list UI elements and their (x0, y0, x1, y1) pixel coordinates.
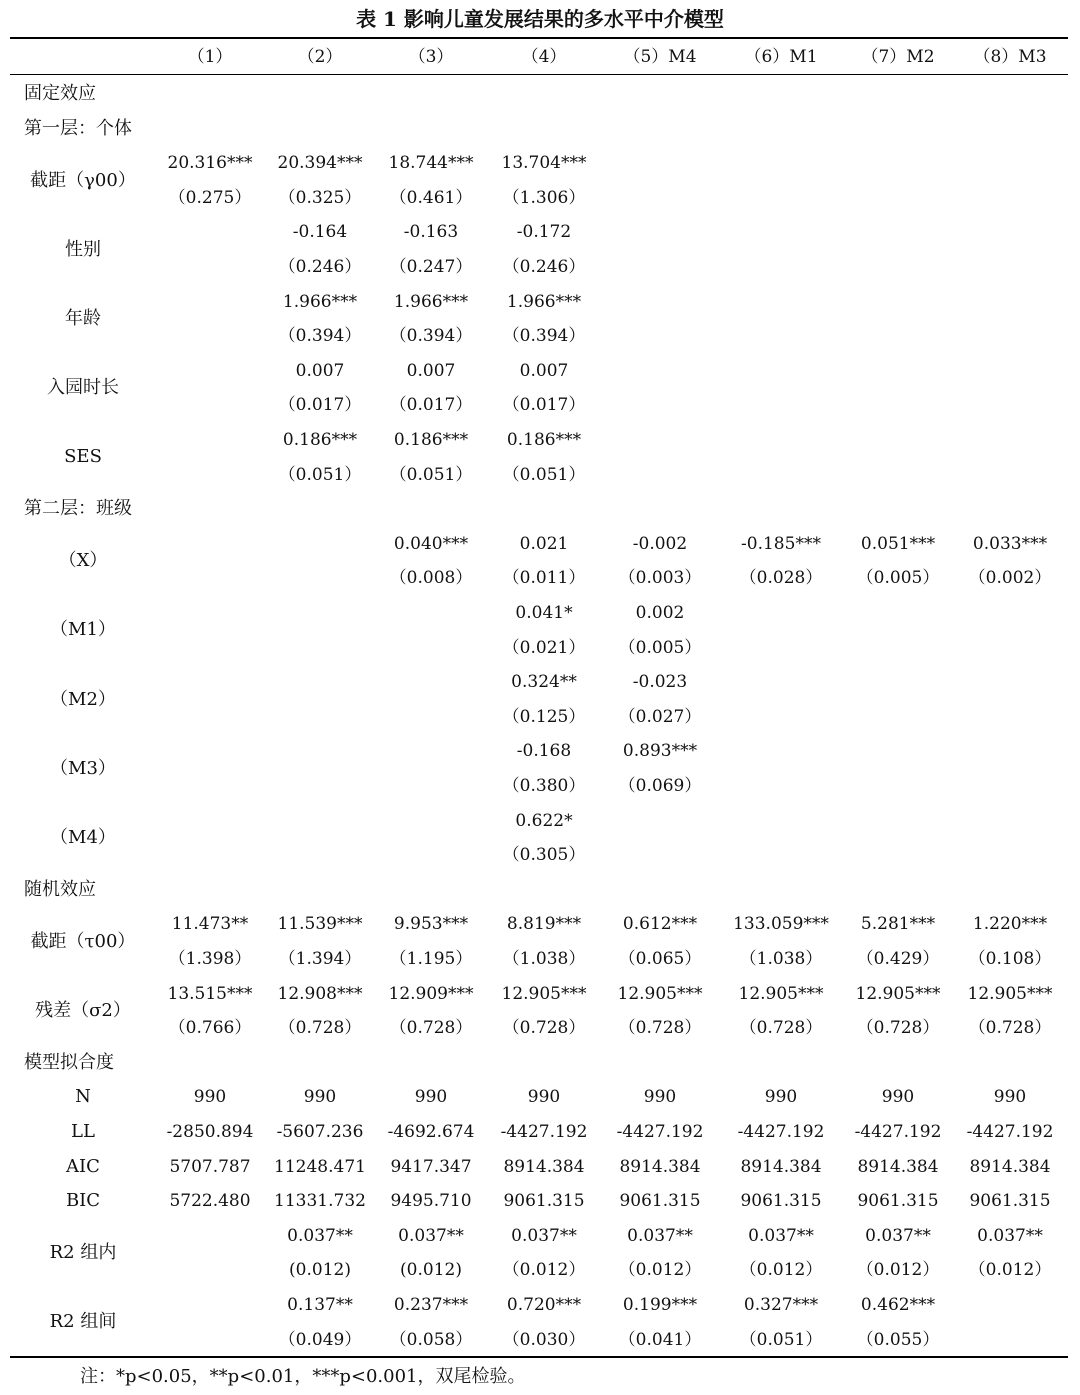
coefficient-cell: 20.394*** (277, 153, 363, 174)
std-error-cell: （0.021） (502, 637, 586, 658)
column-header: （3） (408, 47, 454, 67)
fit-value-cell: 990 (881, 1087, 915, 1108)
header-rule (10, 74, 1068, 75)
coefficient-cell: 13.704*** (501, 153, 587, 174)
std-error-cell: （0.002） (968, 568, 1052, 589)
coefficient-cell: 0.037** (287, 1225, 353, 1246)
coefficient-cell: 18.744*** (388, 153, 474, 174)
coefficient-cell: -0.023 (632, 672, 688, 693)
std-error-cell: （0.461） (389, 187, 473, 208)
std-error-cell: （0.728） (278, 1018, 362, 1039)
coefficient-cell: 12.909*** (388, 983, 474, 1004)
std-error-cell: （0.728） (618, 1018, 702, 1039)
row-label: N (75, 1086, 91, 1108)
fit-value-cell: -4427.192 (500, 1122, 588, 1142)
std-error-cell: （0.728） (502, 1018, 586, 1039)
std-error-cell: （0.012） (618, 1260, 702, 1281)
row-label: AIC (66, 1155, 100, 1177)
std-error-cell: （0.065） (618, 949, 702, 969)
fit-value-cell: 11248.471 (274, 1156, 366, 1177)
std-error-cell: （1.398） (168, 949, 252, 969)
fit-value-cell: 8914.384 (969, 1156, 1051, 1177)
std-error-cell: （0.246） (502, 257, 586, 277)
fit-value-cell: 9495.710 (390, 1191, 472, 1212)
column-header: （2） (297, 47, 343, 67)
std-error-cell: （0.325） (278, 187, 362, 208)
section-heading: 随机效应 (24, 878, 96, 900)
std-error-cell: （0.011） (502, 568, 586, 589)
coefficient-cell: 11.473** (171, 914, 249, 935)
std-error-cell: （0.394） (389, 326, 473, 347)
std-error-cell: （1.195） (389, 949, 473, 969)
coefficient-cell: 0.037** (627, 1225, 693, 1246)
fit-value-cell: 8914.384 (619, 1156, 701, 1177)
coefficient-cell: 0.622* (515, 810, 573, 831)
std-error-cell: （0.012） (739, 1260, 823, 1281)
std-error-cell: （0.246） (278, 257, 362, 277)
std-error-cell: （0.766） (168, 1018, 252, 1039)
table-title: 表 1 影响儿童发展结果的多水平中介模型 (356, 7, 724, 31)
fit-value-cell: 5722.480 (169, 1191, 251, 1212)
coefficient-cell: 0.462*** (860, 1295, 936, 1315)
coefficient-cell: 0.037** (748, 1225, 814, 1246)
coefficient-cell: 0.051*** (860, 533, 936, 554)
std-error-cell: （0.051） (739, 1329, 823, 1350)
std-error-cell: (0.012) (400, 1260, 462, 1281)
coefficient-cell: 5.281*** (860, 914, 936, 935)
coefficient-cell: 0.002 (635, 603, 685, 623)
std-error-cell: （0.125） (502, 706, 586, 727)
row-label: SES (64, 446, 102, 468)
table-note: 注：*p<0.05，**p<0.01，***p<0.001，双尾检验。 (80, 1366, 526, 1387)
coefficient-cell: 0.007 (519, 360, 569, 381)
coefficient-cell: 0.893*** (622, 741, 698, 762)
std-error-cell: （0.012） (856, 1260, 940, 1281)
std-error-cell: （0.728） (856, 1018, 940, 1039)
fit-value-cell: 5707.787 (169, 1156, 251, 1177)
std-error-cell: （1.038） (739, 949, 823, 969)
std-error-cell: （0.012） (968, 1260, 1052, 1281)
std-error-cell: （0.058） (389, 1329, 473, 1350)
fit-value-cell: -4427.192 (616, 1122, 704, 1142)
std-error-cell: （0.041） (618, 1329, 702, 1350)
coefficient-cell: 9.953*** (393, 914, 469, 935)
std-error-cell: （0.394） (278, 326, 362, 347)
coefficient-cell: 0.037** (511, 1225, 577, 1246)
coefficient-cell: 1.966*** (393, 291, 469, 312)
std-error-cell: （0.728） (739, 1018, 823, 1039)
column-header: （5）M4 (623, 47, 697, 67)
fit-value-cell: -5607.236 (276, 1122, 364, 1142)
fit-value-cell: -2850.894 (166, 1122, 254, 1142)
std-error-cell: （0.005） (856, 568, 940, 589)
std-error-cell: （0.108） (968, 949, 1052, 969)
coefficient-cell: 133.059*** (733, 914, 829, 935)
column-header: （4） (521, 47, 567, 67)
fit-value-cell: -4692.674 (387, 1122, 475, 1142)
fit-value-cell: -4427.192 (966, 1122, 1054, 1142)
coefficient-cell: 0.186*** (282, 430, 358, 450)
coefficient-cell: 12.908*** (277, 983, 363, 1004)
fit-value-cell: 990 (993, 1087, 1027, 1108)
std-error-cell: （0.027） (618, 706, 702, 727)
std-error-cell: （0.728） (968, 1018, 1052, 1039)
coefficient-cell: 0.041* (515, 603, 573, 623)
std-error-cell: （0.380） (502, 776, 586, 796)
row-label: R2 组内 (49, 1242, 117, 1264)
row-label: （M4） (50, 826, 116, 848)
coefficient-cell: -0.168 (516, 741, 572, 762)
coefficient-cell: 0.037** (977, 1225, 1043, 1246)
column-header: （7）M2 (861, 47, 935, 67)
row-label: 性别 (65, 238, 101, 260)
coefficient-cell: 12.905*** (738, 983, 824, 1004)
column-header: （8）M3 (973, 47, 1047, 67)
row-label: R2 组间 (49, 1311, 117, 1333)
coefficient-cell: 12.905*** (501, 983, 587, 1004)
fit-value-cell: -4427.192 (737, 1122, 825, 1142)
coefficient-cell: 0.007 (295, 360, 345, 381)
row-label: 年龄 (65, 307, 101, 329)
fit-value-cell: 990 (193, 1087, 227, 1108)
fit-value-cell: 9061.315 (740, 1191, 822, 1212)
fit-value-cell: -4427.192 (854, 1122, 942, 1142)
std-error-cell: （0.012） (502, 1260, 586, 1281)
fit-value-cell: 8914.384 (740, 1156, 822, 1177)
coefficient-cell: 0.237*** (393, 1295, 469, 1315)
fit-value-cell: 9061.315 (503, 1191, 585, 1212)
section-heading: 第一层：个体 (24, 117, 132, 139)
section-heading: 固定效应 (24, 83, 96, 104)
row-label: （M1） (50, 619, 116, 641)
fit-value-cell: 990 (643, 1087, 677, 1108)
row-label: （X） (58, 550, 108, 572)
std-error-cell: （1.394） (278, 949, 362, 969)
coefficient-cell: 0.021 (519, 533, 569, 554)
coefficient-cell: 0.720*** (506, 1295, 582, 1315)
fit-value-cell: 9061.315 (857, 1191, 939, 1212)
fit-value-cell: 990 (414, 1087, 448, 1108)
std-error-cell: （0.008） (389, 568, 473, 589)
std-error-cell: （0.017） (502, 395, 586, 416)
fit-value-cell: 9061.315 (619, 1191, 701, 1212)
coefficient-cell: 0.037** (865, 1225, 931, 1246)
row-label: BIC (65, 1190, 101, 1212)
coefficient-cell: -0.002 (632, 533, 688, 554)
column-header: （6）M1 (744, 47, 818, 67)
std-error-cell: （0.728） (389, 1018, 473, 1039)
std-error-cell: （0.051） (278, 464, 362, 485)
coefficient-cell: 1.966*** (506, 291, 582, 312)
coefficient-cell: 12.905*** (967, 983, 1053, 1004)
std-error-cell: （0.017） (389, 395, 473, 416)
coefficient-cell: 0.007 (406, 360, 456, 381)
std-error-cell: （0.429） (856, 949, 940, 969)
coefficient-cell: 0.040*** (393, 533, 469, 554)
std-error-cell: （0.003） (618, 568, 702, 589)
bottom-rule (10, 1356, 1068, 1358)
std-error-cell: （0.051） (502, 464, 586, 485)
section-heading: 模型拟合度 (24, 1051, 114, 1073)
coefficient-cell: -0.164 (292, 222, 348, 243)
std-error-cell: （0.051） (389, 464, 473, 485)
fit-value-cell: 9417.347 (390, 1156, 472, 1177)
std-error-cell: （0.055） (856, 1329, 940, 1350)
coefficient-cell: 0.186*** (506, 430, 582, 450)
row-label: 残差（σ2） (35, 999, 131, 1021)
coefficient-cell: -0.185*** (741, 533, 821, 554)
fit-value-cell: 11331.732 (274, 1191, 366, 1212)
fit-value-cell: 990 (764, 1087, 798, 1108)
coefficient-cell: 13.515*** (167, 983, 253, 1004)
fit-value-cell: 8914.384 (503, 1156, 585, 1177)
coefficient-cell: -0.163 (403, 222, 459, 243)
coefficient-cell: 0.137** (287, 1295, 353, 1315)
coefficient-cell: 0.324** (511, 672, 577, 693)
row-label: 截距（γ00） (30, 169, 136, 191)
coefficient-cell: 0.037** (398, 1225, 464, 1246)
column-header: （1） (187, 47, 233, 67)
std-error-cell: （0.305） (502, 845, 586, 866)
row-label: （M3） (50, 757, 116, 779)
std-error-cell: (0.012) (289, 1260, 351, 1281)
std-error-cell: （0.005） (618, 637, 702, 658)
std-error-cell: （0.247） (389, 257, 473, 277)
row-label: （M2） (50, 688, 116, 710)
coefficient-cell: 8.819*** (506, 914, 582, 935)
std-error-cell: （0.069） (618, 776, 702, 796)
row-label: LL (71, 1121, 95, 1142)
std-error-cell: （0.030） (502, 1329, 586, 1350)
fit-value-cell: 8914.384 (857, 1156, 939, 1177)
coefficient-cell: 0.327*** (743, 1295, 819, 1315)
coefficient-cell: 20.316*** (167, 153, 253, 174)
coefficient-cell: 12.905*** (617, 983, 703, 1004)
coefficient-cell: 0.199*** (622, 1295, 698, 1315)
fit-value-cell: 9061.315 (969, 1191, 1051, 1212)
coefficient-cell: 12.905*** (855, 983, 941, 1004)
coefficient-cell: 0.612*** (622, 914, 698, 935)
std-error-cell: （0.394） (502, 326, 586, 347)
coefficient-cell: -0.172 (516, 222, 572, 243)
coefficient-cell: 0.033*** (972, 533, 1048, 554)
fit-value-cell: 990 (527, 1087, 561, 1108)
coefficient-cell: 11.539*** (277, 914, 363, 935)
section-heading: 第二层：班级 (24, 498, 132, 520)
std-error-cell: （0.017） (278, 395, 362, 416)
row-label: 截距（τ00） (30, 930, 136, 952)
top-rule (10, 37, 1068, 39)
fit-value-cell: 990 (303, 1087, 337, 1108)
row-label: 入园时长 (47, 377, 119, 399)
coefficient-cell: 0.186*** (393, 430, 469, 450)
coefficient-cell: 1.966*** (282, 291, 358, 312)
std-error-cell: （0.049） (278, 1329, 362, 1350)
std-error-cell: （1.038） (502, 949, 586, 969)
std-error-cell: （0.028） (739, 568, 823, 589)
std-error-cell: （1.306） (502, 187, 586, 208)
std-error-cell: （0.275） (168, 187, 252, 208)
coefficient-cell: 1.220*** (972, 914, 1048, 935)
